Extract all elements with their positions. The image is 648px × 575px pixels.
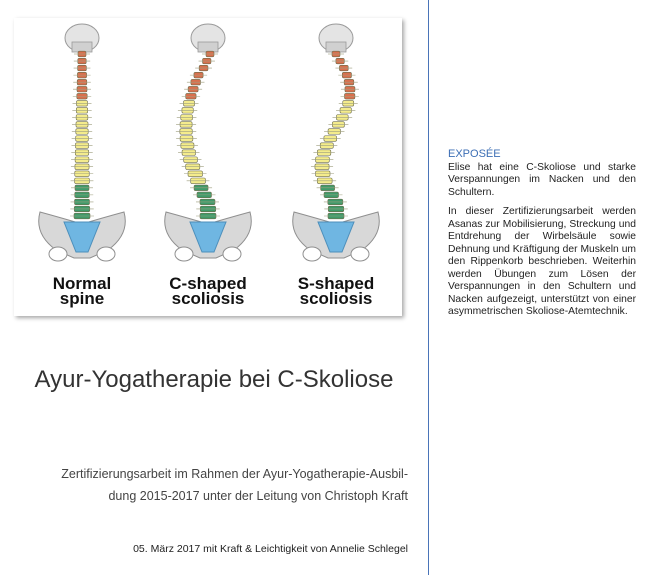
s-shaped-hip-right [351,247,369,261]
s-shaped-hip-left [303,247,321,261]
label-s-line2: scoliosis [299,289,373,308]
normal-hip-right [97,247,115,261]
subtitle-line-1: Zertifizierungsarbeit im Rahmen der Ayur-Yogatherapie-Ausbil- [61,467,408,481]
normal-hip-left [49,247,67,261]
subtitle-line-2: dung 2015-2017 unter der Leitung von Christoph Kraft [108,489,408,503]
label-s-shaped [276,276,396,306]
c-shaped-hip-right [223,247,241,261]
c-shaped-jaw [198,42,218,52]
label-normal-line1: Normal [52,274,112,293]
spine-illustration [14,18,402,316]
s-shaped-jaw [326,42,346,52]
expose-paragraph-2: In dieser Zertifizierungsarbeit werden Asanas zur Mobilisierung, Streckung und Entdrehung der Wirbelsäule sowie Dehnung und Kräftigung der Muskeln um den Rippenkorb beschrieben. Weiterhin werden Übungen zum Lösen der Verspannungen in den Schultern und Nacken aufgezeigt, unterstützt von einer asymmetrischen Skoliose-Atemtechnik. [448,206,636,317]
author-date-line: 05. März 2017 mit Kraft & Leichtigkeit von Annelie Schlegel [133,543,408,555]
label-c-shaped [148,276,268,306]
label-normal-spine [22,276,142,306]
expose-paragraph-1: Elise hat eine C-Skoliose und starke Verspannungen im Nacken und den Schultern. [448,161,636,198]
label-c-line2: scoliosis [171,289,245,308]
document-title: Ayur-Yogatherapie bei C-Skoliose [34,366,394,393]
label-normal-line2: spine [59,289,105,308]
label-c-line1: C-shaped [169,274,247,293]
normal-jaw [72,42,92,52]
expose-heading: EXPOSÉE [448,148,501,160]
spine-diagram [14,18,402,316]
expose-sidebar [448,148,636,326]
document-subtitle [8,463,408,507]
c-shaped-hip-left [175,247,193,261]
label-s-line1: S-shaped [297,274,375,293]
column-divider [428,0,429,575]
